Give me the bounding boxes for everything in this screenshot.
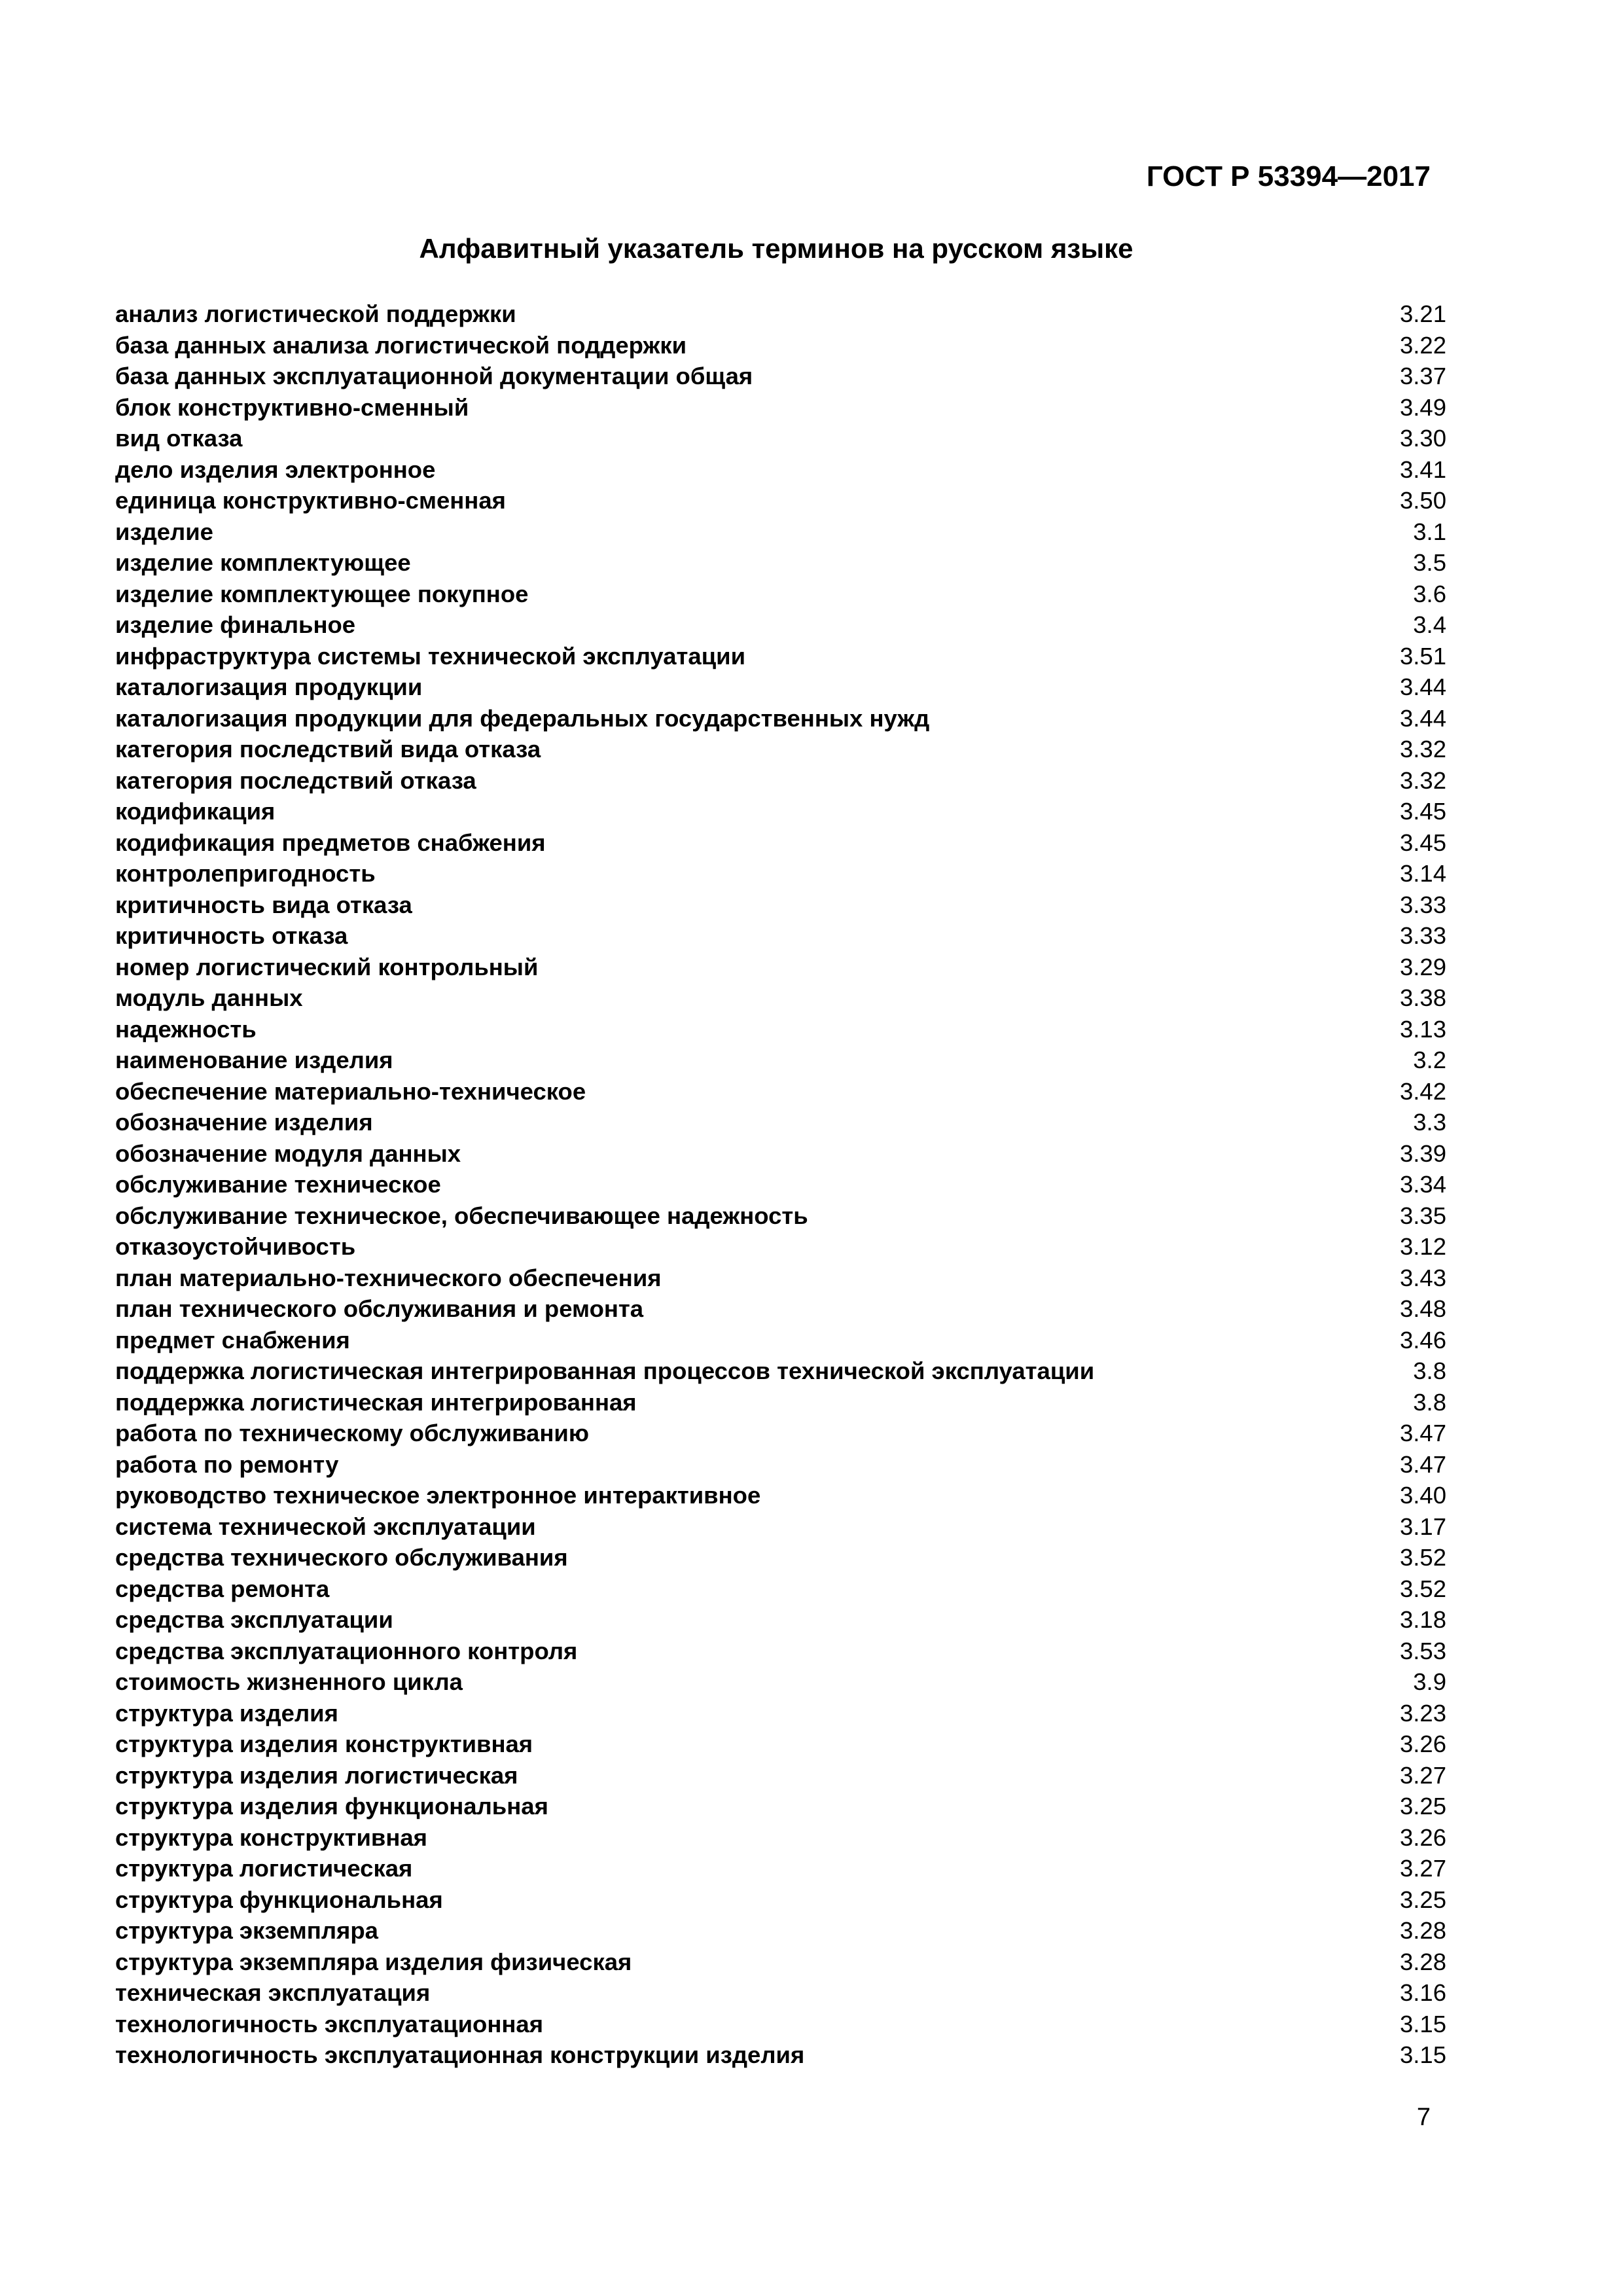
index-term-reference: 3.45 bbox=[1399, 798, 1446, 825]
index-term: структура изделия bbox=[115, 1699, 338, 1727]
index-term-reference: 3.48 bbox=[1399, 1295, 1446, 1322]
index-entry bbox=[115, 547, 1446, 579]
index-term-reference: 3.37 bbox=[1399, 363, 1446, 389]
index-term-reference: 3.13 bbox=[1399, 1015, 1446, 1043]
index-term: единица конструктивно-сменная bbox=[115, 487, 506, 514]
index-term: изделие финальное bbox=[115, 611, 356, 638]
index-term-reference: 3.1 bbox=[1413, 518, 1446, 545]
index-term-reference: 3.28 bbox=[1399, 1917, 1446, 1944]
index-entry bbox=[115, 1666, 1446, 1698]
index-term-reference: 3.26 bbox=[1399, 1823, 1446, 1851]
page-number: 7 bbox=[1416, 2104, 1431, 2131]
index-entry bbox=[115, 1014, 1446, 1045]
index-entry bbox=[115, 1853, 1446, 1884]
index-entry bbox=[115, 1045, 1446, 1076]
index-term-reference: 3.50 bbox=[1399, 487, 1446, 514]
index-entry bbox=[115, 765, 1446, 797]
index-entry bbox=[115, 734, 1446, 765]
index-entry bbox=[115, 1977, 1446, 2009]
index-term: база данных эксплуатационной документации общая bbox=[115, 363, 753, 389]
index-entry bbox=[115, 1355, 1446, 1387]
index-term: вид отказа bbox=[115, 425, 243, 452]
index-term-reference: 3.28 bbox=[1399, 1948, 1446, 1975]
index-term: каталогизация продукции для федеральных государственных нужд bbox=[115, 704, 930, 732]
index-term-reference: 3.26 bbox=[1399, 1731, 1446, 1757]
index-term: технологичность эксплуатационная bbox=[115, 2010, 544, 2037]
index-term-reference: 3.29 bbox=[1399, 953, 1446, 980]
index-term: структура изделия конструктивная bbox=[115, 1731, 533, 1757]
index-term-reference: 3.15 bbox=[1399, 2010, 1446, 2037]
index-entry bbox=[115, 796, 1446, 827]
index-term: критичность отказа bbox=[115, 922, 348, 949]
index-term: каталогизация продукции bbox=[115, 673, 423, 700]
index-term-reference: 3.52 bbox=[1399, 1575, 1446, 1602]
index-term-reference: 3.41 bbox=[1399, 456, 1446, 483]
index-term: номер логистический контрольный bbox=[115, 953, 539, 980]
document-code: ГОСТ Р 53394—2017 bbox=[1146, 160, 1431, 192]
index-term: надежность bbox=[115, 1015, 257, 1043]
index-term-reference: 3.34 bbox=[1399, 1171, 1446, 1198]
index-entry bbox=[115, 298, 1446, 330]
index-entry bbox=[115, 1511, 1446, 1543]
index-entry bbox=[115, 1573, 1446, 1605]
index-entry bbox=[115, 1946, 1446, 1978]
index-term-reference: 3.14 bbox=[1399, 860, 1446, 887]
index-term: средства ремонта bbox=[115, 1575, 330, 1602]
index-term: наименование изделия bbox=[115, 1047, 393, 1073]
index-term: план технического обслуживания и ремонта bbox=[115, 1295, 644, 1322]
index-term-reference: 3.8 bbox=[1413, 1388, 1446, 1416]
index-term-reference: 3.43 bbox=[1399, 1264, 1446, 1291]
index-term-reference: 3.15 bbox=[1399, 2041, 1446, 2068]
index-entry bbox=[115, 1542, 1446, 1573]
index-term-reference: 3.51 bbox=[1399, 642, 1446, 670]
index-entry bbox=[115, 2039, 1446, 2071]
index-title: Алфавитный указатель терминов на русском языке bbox=[419, 233, 1133, 264]
index-entry bbox=[115, 1107, 1446, 1138]
index-term: категория последствий отказа bbox=[115, 766, 476, 794]
index-term: структура функциональная bbox=[115, 1886, 443, 1913]
index-term-reference: 3.44 bbox=[1399, 673, 1446, 700]
index-entry bbox=[115, 454, 1446, 486]
index-entry bbox=[115, 485, 1446, 516]
index-entry bbox=[115, 1791, 1446, 1822]
index-term: технологичность эксплуатационная конструкции изделия bbox=[115, 2041, 805, 2068]
index-term: средства эксплуатационного контроля bbox=[115, 1637, 578, 1664]
index-term: обозначение модуля данных bbox=[115, 1139, 461, 1167]
index-term: структура экземпляра изделия физическая bbox=[115, 1948, 632, 1975]
index-entry bbox=[115, 1231, 1446, 1263]
index-term-reference: 3.32 bbox=[1399, 766, 1446, 794]
index-term: поддержка логистическая интегрированная процессов технической эксплуатации bbox=[115, 1357, 1095, 1384]
index-term: кодификация bbox=[115, 798, 276, 825]
index-term-reference: 3.53 bbox=[1399, 1637, 1446, 1664]
index-term: обозначение изделия bbox=[115, 1109, 373, 1136]
index-term: анализ логистической поддержки bbox=[115, 300, 516, 327]
index-term-reference: 3.47 bbox=[1399, 1450, 1446, 1478]
index-entry bbox=[115, 672, 1446, 703]
index-term: изделие bbox=[115, 518, 213, 545]
index-entry bbox=[115, 1449, 1446, 1480]
index-entry bbox=[115, 1138, 1446, 1170]
index-term: поддержка логистическая интегрированная bbox=[115, 1388, 637, 1416]
index-term-reference: 3.25 bbox=[1399, 1793, 1446, 1820]
index-term-reference: 3.32 bbox=[1399, 736, 1446, 762]
index-term-reference: 3.27 bbox=[1399, 1761, 1446, 1789]
index-term-reference: 3.21 bbox=[1399, 300, 1446, 327]
index-term-reference: 3.9 bbox=[1413, 1668, 1446, 1695]
index-entry bbox=[115, 1076, 1446, 1107]
index-term-reference: 3.27 bbox=[1399, 1855, 1446, 1882]
index-term-reference: 3.25 bbox=[1399, 1886, 1446, 1913]
index-entry bbox=[115, 609, 1446, 641]
index-entry bbox=[115, 889, 1446, 921]
index-term-reference: 3.45 bbox=[1399, 829, 1446, 856]
index-term: изделие комплектующее bbox=[115, 549, 411, 576]
index-term-reference: 3.38 bbox=[1399, 984, 1446, 1011]
index-term: обеспечение материально-техническое bbox=[115, 1077, 586, 1105]
index-term-reference: 3.52 bbox=[1399, 1544, 1446, 1571]
index-entry bbox=[115, 1729, 1446, 1760]
index-term: работа по ремонту bbox=[115, 1450, 339, 1478]
index-term: блок конструктивно-сменный bbox=[115, 393, 469, 421]
index-entry bbox=[115, 1387, 1446, 1418]
index-term: кодификация предметов снабжения bbox=[115, 829, 546, 856]
index-term-reference: 3.33 bbox=[1399, 891, 1446, 918]
index-term: работа по техническому обслуживанию bbox=[115, 1420, 590, 1446]
index-term: обслуживание техническое, обеспечивающее надежность bbox=[115, 1202, 808, 1229]
index-entry bbox=[115, 423, 1446, 454]
index-term: техническая эксплуатация bbox=[115, 1979, 431, 2006]
index-term: средства технического обслуживания bbox=[115, 1544, 568, 1571]
index-entry bbox=[115, 920, 1446, 952]
index-entry bbox=[115, 1263, 1446, 1294]
index-entry bbox=[115, 1169, 1446, 1200]
index-entry bbox=[115, 516, 1446, 548]
index-entry bbox=[115, 1884, 1446, 1916]
index-term-reference: 3.23 bbox=[1399, 1699, 1446, 1727]
index-entry bbox=[115, 982, 1446, 1014]
index-term: контролепригодность bbox=[115, 860, 376, 887]
index-entry bbox=[115, 330, 1446, 361]
index-term-reference: 3.35 bbox=[1399, 1202, 1446, 1229]
index-term-reference: 3.44 bbox=[1399, 704, 1446, 732]
index-term-reference: 3.22 bbox=[1399, 331, 1446, 359]
index-term: структура изделия логистическая bbox=[115, 1761, 518, 1789]
index-term-reference: 3.40 bbox=[1399, 1482, 1446, 1509]
index-term: структура изделия функциональная bbox=[115, 1793, 548, 1820]
index-term: структура конструктивная bbox=[115, 1823, 427, 1851]
index-term: структура экземпляра bbox=[115, 1917, 378, 1944]
index-term-reference: 3.4 bbox=[1413, 611, 1446, 638]
index-entry bbox=[115, 2009, 1446, 2040]
index-term: средства эксплуатации bbox=[115, 1606, 393, 1633]
index-term: предмет снабжения bbox=[115, 1326, 350, 1354]
index-term-reference: 3.3 bbox=[1413, 1109, 1446, 1136]
index-term-reference: 3.2 bbox=[1413, 1047, 1446, 1073]
index-entry bbox=[115, 827, 1446, 859]
index-entry bbox=[115, 1480, 1446, 1511]
index-term-reference: 3.16 bbox=[1399, 1979, 1446, 2006]
index-entry bbox=[115, 858, 1446, 889]
index-term-reference: 3.30 bbox=[1399, 425, 1446, 452]
index-term-reference: 3.33 bbox=[1399, 922, 1446, 949]
index-entry bbox=[115, 1698, 1446, 1729]
term-index-list bbox=[115, 298, 1446, 2071]
index-term: дело изделия электронное bbox=[115, 456, 436, 483]
index-entry bbox=[115, 1418, 1446, 1449]
index-entry bbox=[115, 1293, 1446, 1325]
index-term-reference: 3.17 bbox=[1399, 1513, 1446, 1540]
index-term-reference: 3.49 bbox=[1399, 393, 1446, 421]
index-entry bbox=[115, 1636, 1446, 1667]
index-term-reference: 3.12 bbox=[1399, 1233, 1446, 1260]
index-term: критичность вида отказа bbox=[115, 891, 412, 918]
index-term-reference: 3.39 bbox=[1399, 1139, 1446, 1167]
index-entry bbox=[115, 361, 1446, 392]
index-entry bbox=[115, 1822, 1446, 1854]
index-term: стоимость жизненного цикла bbox=[115, 1668, 463, 1695]
index-term-reference: 3.42 bbox=[1399, 1077, 1446, 1105]
index-term: база данных анализа логистической поддержки bbox=[115, 331, 687, 359]
index-term-reference: 3.47 bbox=[1399, 1420, 1446, 1446]
index-term-reference: 3.6 bbox=[1413, 580, 1446, 607]
index-term: инфраструктура системы технической эксплуатации bbox=[115, 642, 746, 670]
index-term-reference: 3.5 bbox=[1413, 549, 1446, 576]
index-entry bbox=[115, 1760, 1446, 1791]
index-entry bbox=[115, 1604, 1446, 1636]
index-term: отказоустойчивость bbox=[115, 1233, 356, 1260]
index-term-reference: 3.46 bbox=[1399, 1326, 1446, 1354]
index-term: обслуживание техническое bbox=[115, 1171, 441, 1198]
index-entry bbox=[115, 952, 1446, 983]
index-term: модуль данных bbox=[115, 984, 303, 1011]
index-entry bbox=[115, 392, 1446, 423]
index-entry bbox=[115, 641, 1446, 672]
index-term-reference: 3.18 bbox=[1399, 1606, 1446, 1633]
index-entry bbox=[115, 1325, 1446, 1356]
index-term: план материально-технического обеспечения bbox=[115, 1264, 662, 1291]
index-entry bbox=[115, 579, 1446, 610]
index-entry bbox=[115, 1915, 1446, 1946]
index-term: структура логистическая bbox=[115, 1855, 413, 1882]
index-term: категория последствий вида отказа bbox=[115, 736, 541, 762]
index-entry bbox=[115, 703, 1446, 734]
index-term: изделие комплектующее покупное bbox=[115, 580, 529, 607]
index-term-reference: 3.8 bbox=[1413, 1357, 1446, 1384]
index-term: система технической эксплуатации bbox=[115, 1513, 536, 1540]
index-entry bbox=[115, 1200, 1446, 1232]
index-term: руководство техническое электронное интерактивное bbox=[115, 1482, 761, 1509]
